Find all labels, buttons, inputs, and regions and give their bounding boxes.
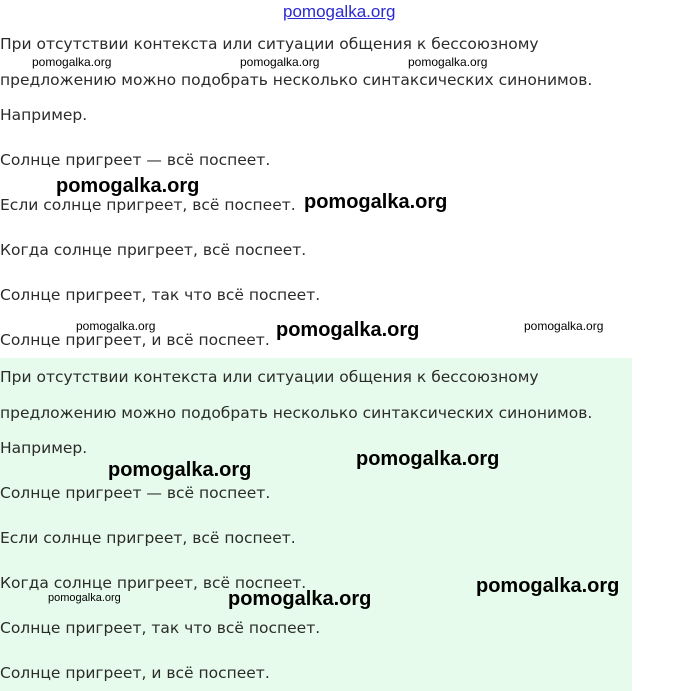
paragraph-line: При отсутствии контекста или ситуации общения к бессоюзному bbox=[0, 368, 539, 386]
example-sentence: Солнце пригреет, и всё поспеет. bbox=[0, 664, 270, 682]
example-sentence: Солнце пригреет, так что всё поспеет. bbox=[0, 619, 321, 637]
paragraph-line: При отсутствии контекста или ситуации общения к бессоюзному bbox=[0, 35, 539, 53]
watermark: pomogalka.org bbox=[32, 55, 112, 69]
example-sentence: Солнце пригреет — всё поспеет. bbox=[0, 484, 271, 502]
example-sentence: Если солнце пригреет, всё поспеет. bbox=[0, 196, 296, 214]
paragraph-line: предложению можно подобрать несколько синтаксических синонимов. bbox=[0, 71, 593, 89]
watermark: pomogalka.org bbox=[356, 448, 500, 470]
watermark: pomogalka.org bbox=[276, 319, 420, 341]
watermark: pomogalka.org bbox=[240, 55, 320, 69]
example-sentence: Солнце пригреет, и всё поспеет. bbox=[0, 331, 270, 349]
example-heading: Например. bbox=[0, 106, 88, 124]
example-sentence: Солнце пригреет — всё поспеет. bbox=[0, 151, 271, 169]
watermark: pomogalka.org bbox=[228, 588, 372, 610]
watermark: pomogalka.org bbox=[408, 55, 488, 69]
watermark: pomogalka.org bbox=[304, 191, 448, 213]
watermark: pomogalka.org bbox=[524, 319, 604, 333]
example-sentence: Солнце пригреет, так что всё поспеет. bbox=[0, 286, 321, 304]
watermark: pomogalka.org bbox=[476, 575, 620, 597]
example-sentence: Если солнце пригреет, всё поспеет. bbox=[0, 529, 296, 547]
watermark: pomogalka.org bbox=[108, 459, 252, 481]
example-sentence: Когда солнце пригреет, всё поспеет. bbox=[0, 574, 307, 592]
example-sentence: Когда солнце пригреет, всё поспеет. bbox=[0, 241, 307, 259]
watermark: pomogalka.org bbox=[48, 592, 121, 604]
watermark: pomogalka.org bbox=[56, 175, 200, 197]
watermark: pomogalka.org bbox=[76, 319, 156, 333]
site-link[interactable]: pomogalka.org bbox=[283, 2, 396, 21]
paragraph-line: предложению можно подобрать несколько синтаксических синонимов. bbox=[0, 404, 593, 422]
example-heading: Например. bbox=[0, 439, 88, 457]
